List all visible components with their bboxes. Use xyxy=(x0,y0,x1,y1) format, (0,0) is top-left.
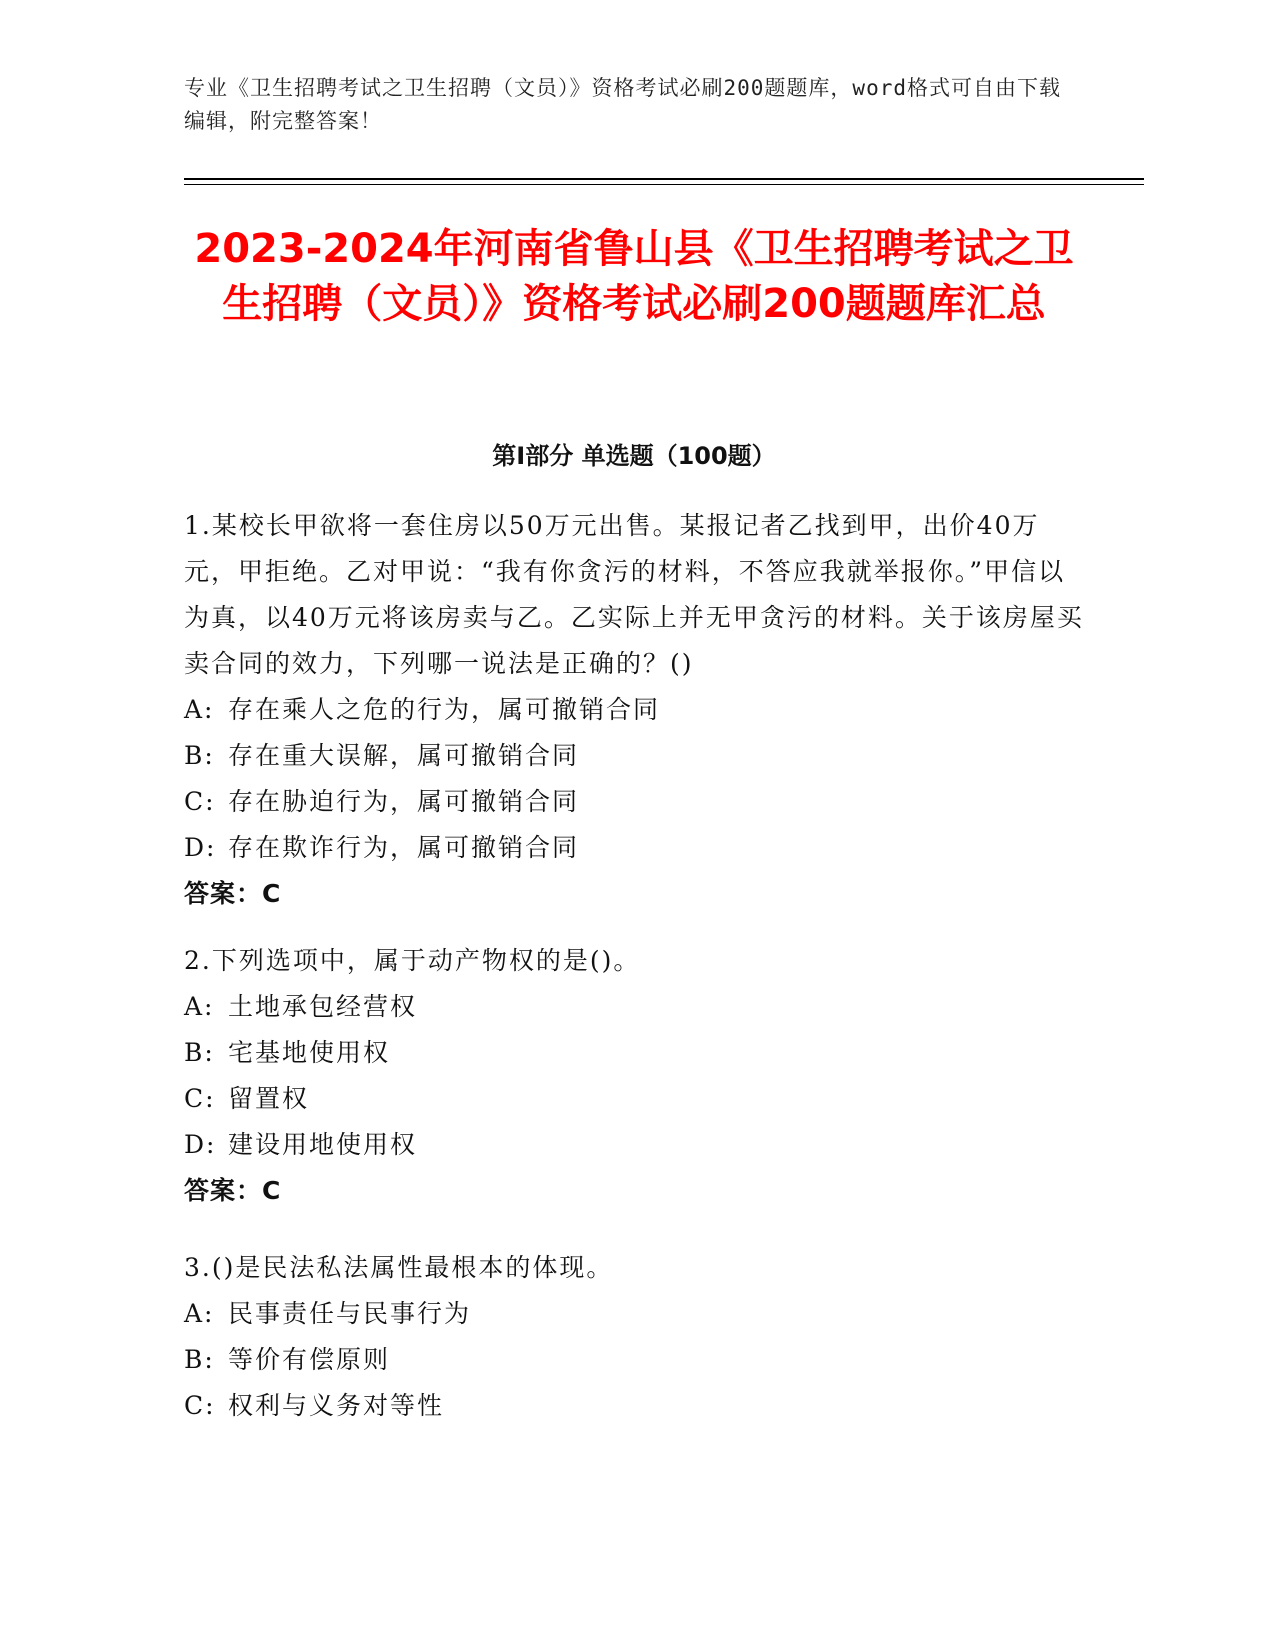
option-b: B: 宅基地使用权 xyxy=(184,1038,391,1067)
option-b: B: 等价有偿原则 xyxy=(184,1345,391,1374)
question-stem: 3.()是民法私法属性最根本的体现。 xyxy=(184,1253,614,1282)
document-title: 2023-2024年河南省鲁山县《卫生招聘考试之卫生招聘（文员）》资格考试必刷200题题库汇总 xyxy=(194,226,1074,327)
question-stem: 2.下列选项中，属于动产物权的是()。 xyxy=(184,946,641,975)
option-a: A: 民事责任与民事行为 xyxy=(184,1299,472,1328)
option-a: A: 土地承包经营权 xyxy=(184,992,418,1021)
header-rule-thick xyxy=(184,178,1144,180)
option-c: C: 留置权 xyxy=(184,1084,310,1113)
option-c: C: 存在胁迫行为，属可撤销合同 xyxy=(184,787,580,816)
question-3 xyxy=(184,1245,1084,1429)
question-1 xyxy=(184,503,1084,917)
header-rule-thin xyxy=(184,184,1144,185)
option-d: D: 存在欺诈行为，属可撤销合同 xyxy=(184,833,580,862)
option-b: B: 存在重大误解，属可撤销合同 xyxy=(184,741,580,770)
question-stem: 1.某校长甲欲将一套住房以50万元出售。某报记者乙找到甲，出价40万元，甲拒绝。乙对甲说：“我有你贪污的材料，不答应我就举报你。”甲信以为真，以40万元将该房卖与乙。乙实际上并无甲贪污的材料。关于该房屋买卖合同的效力，下列哪一说法是正确的？() xyxy=(184,511,1084,678)
answer: 答案：C xyxy=(184,879,282,908)
option-a: A: 存在乘人之危的行为，属可撤销合同 xyxy=(184,695,661,724)
section-title: 第Ⅰ部分 单选题（100题） xyxy=(492,442,776,470)
option-c: C: 权利与义务对等性 xyxy=(184,1391,445,1420)
header-note: 专业《卫生招聘考试之卫生招聘（文员）》资格考试必刷200题题库，word格式可自由下载编辑，附完整答案！ xyxy=(184,76,1061,133)
question-2 xyxy=(184,938,1084,1214)
option-d: D: 建设用地使用权 xyxy=(184,1130,418,1159)
answer: 答案：C xyxy=(184,1176,282,1205)
